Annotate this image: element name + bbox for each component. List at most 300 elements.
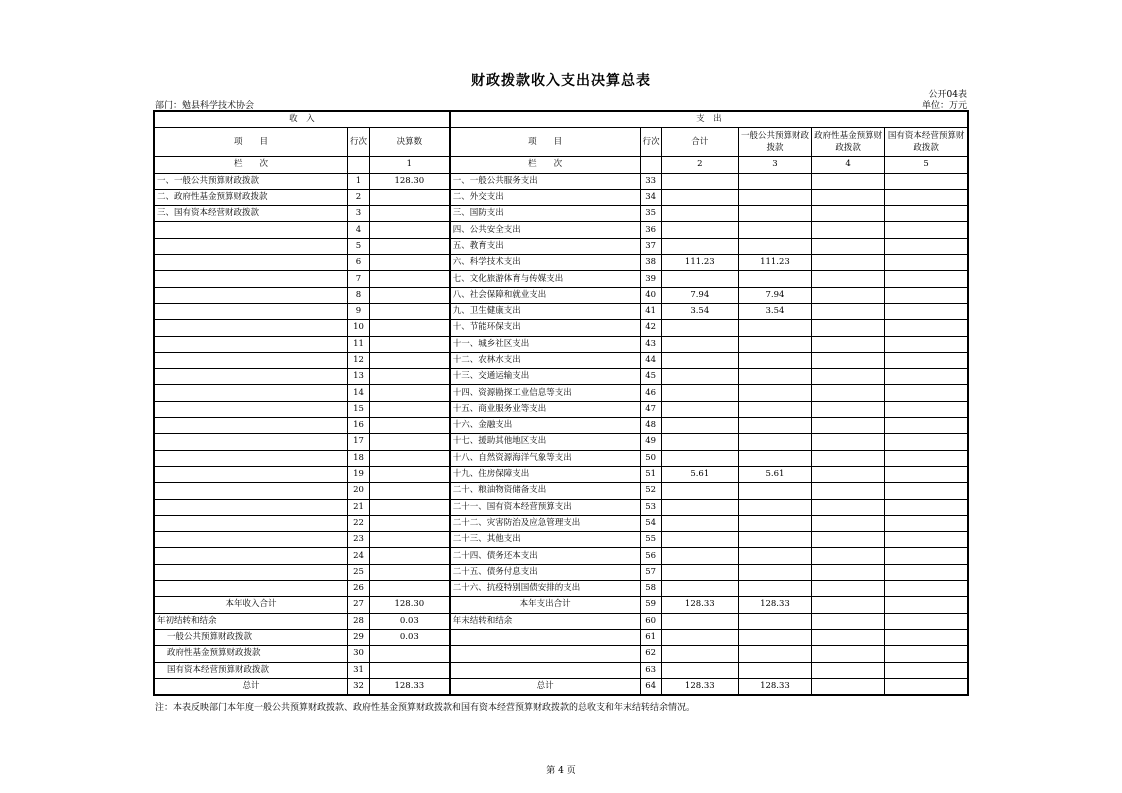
income-item (154, 450, 347, 466)
expense-state-capital (885, 238, 968, 254)
expense-gov-fund (812, 613, 885, 629)
expense-gov-fund (812, 564, 885, 580)
table-row (154, 418, 968, 434)
expense-state-capital (885, 466, 968, 482)
expense-line-number: 61 (640, 629, 661, 645)
expense-gov-fund (812, 320, 885, 336)
expense-general-budget: 7.94 (738, 287, 811, 303)
table-row (154, 532, 968, 548)
income-item (154, 548, 347, 564)
income-item (154, 271, 347, 287)
income-amount (370, 255, 450, 271)
income-line-number: 5 (347, 238, 369, 254)
expense-line-number: 47 (640, 401, 661, 417)
expense-general-budget (738, 206, 811, 222)
expense-total (661, 369, 738, 385)
expense-state-capital (885, 385, 968, 401)
income-line-number: 32 (347, 678, 369, 695)
expense-total (661, 450, 738, 466)
table-row (154, 369, 968, 385)
expense-line-number: 41 (640, 303, 661, 319)
income-item: 一、一般公共预算财政拨款 (154, 173, 347, 189)
expense-item: 十、节能环保支出 (450, 320, 640, 336)
income-line-number: 26 (347, 581, 369, 597)
expense-column-label: 栏 次 (450, 157, 640, 173)
expense-line-number: 57 (640, 564, 661, 580)
expense-general-budget (738, 418, 811, 434)
expense-general-budget (738, 515, 811, 531)
expense-gov-fund (812, 271, 885, 287)
expense-general-budget (738, 548, 811, 564)
table-row (154, 320, 968, 336)
expense-total: 128.33 (661, 597, 738, 613)
expense-item: 十一、城乡社区支出 (450, 336, 640, 352)
income-line-number: 30 (347, 646, 369, 662)
table-row (154, 548, 968, 564)
income-line-number: 15 (347, 401, 369, 417)
expense-item: 二十六、抗疫特别国债安排的支出 (450, 581, 640, 597)
expense-line-number: 64 (640, 678, 661, 695)
income-item (154, 385, 347, 401)
income-line-number: 10 (347, 320, 369, 336)
expense-gov-fund (812, 662, 885, 678)
general-budget-header: 一般公共预算财政拨款 (738, 128, 811, 157)
expense-line-number: 60 (640, 613, 661, 629)
income-item (154, 466, 347, 482)
table-row (154, 189, 968, 205)
expense-total: 5.61 (661, 466, 738, 482)
expense-total (661, 613, 738, 629)
table-row (154, 352, 968, 368)
expense-item: 二十四、债务还本支出 (450, 548, 640, 564)
budget-table (153, 110, 969, 696)
department-label: 部门：勉县科学技术协会 (155, 101, 255, 111)
expense-gov-fund (812, 532, 885, 548)
table-row (154, 222, 968, 238)
expense-item: 五、教育支出 (450, 238, 640, 254)
expense-item: 六、科学技术支出 (450, 255, 640, 271)
expense-gov-fund (812, 222, 885, 238)
income-amount (370, 336, 450, 352)
income-line-number: 21 (347, 499, 369, 515)
expense-total (661, 238, 738, 254)
unit-label: 单位：万元 (921, 101, 967, 111)
expense-state-capital (885, 629, 968, 645)
expense-state-capital (885, 418, 968, 434)
income-line-number: 14 (347, 385, 369, 401)
expense-gov-fund (812, 597, 885, 613)
header-row-sections (154, 111, 968, 128)
blank-cell (640, 157, 661, 173)
expense-total: 3.54 (661, 303, 738, 319)
expense-state-capital (885, 581, 968, 597)
expense-total (661, 646, 738, 662)
expense-total (661, 189, 738, 205)
expense-item: 二十、粮油物资储备支出 (450, 483, 640, 499)
expense-general-budget (738, 629, 811, 645)
table-row (154, 646, 968, 662)
expense-state-capital (885, 206, 968, 222)
expense-general-budget (738, 499, 811, 515)
expense-total: 111.23 (661, 255, 738, 271)
blank-cell (347, 157, 369, 173)
expense-state-capital (885, 499, 968, 515)
expense-item: 四、公共安全支出 (450, 222, 640, 238)
income-item (154, 564, 347, 580)
income-item: 三、国有资本经营财政拨款 (154, 206, 347, 222)
expense-gov-fund (812, 466, 885, 482)
income-amount: 128.30 (370, 597, 450, 613)
expense-item: 二十五、债务付息支出 (450, 564, 640, 580)
income-line-number: 4 (347, 222, 369, 238)
table-row (154, 336, 968, 352)
expense-total: 128.33 (661, 678, 738, 695)
income-item (154, 287, 347, 303)
table-row (154, 629, 968, 645)
expense-total (661, 662, 738, 678)
expense-total (661, 320, 738, 336)
expense-total (661, 352, 738, 368)
expense-general-budget (738, 352, 811, 368)
income-amount (370, 466, 450, 482)
expense-general-budget (738, 369, 811, 385)
income-amount (370, 450, 450, 466)
expense-state-capital (885, 336, 968, 352)
expense-gov-fund (812, 548, 885, 564)
expense-item: 三、国防支出 (450, 206, 640, 222)
expense-item (450, 629, 640, 645)
income-item (154, 515, 347, 531)
income-item: 政府性基金预算财政拨款 (154, 646, 347, 662)
expense-general-budget: 128.33 (738, 597, 811, 613)
table-row (154, 287, 968, 303)
expense-gov-fund (812, 385, 885, 401)
expense-item: 十六、金融支出 (450, 418, 640, 434)
income-item: 一般公共预算财政拨款 (154, 629, 347, 645)
expense-total (661, 532, 738, 548)
expense-total (661, 222, 738, 238)
expense-line-number: 42 (640, 320, 661, 336)
table-row (154, 271, 968, 287)
income-amount (370, 320, 450, 336)
table-row (154, 385, 968, 401)
expense-state-capital (885, 515, 968, 531)
expense-gov-fund (812, 418, 885, 434)
expense-gov-fund (812, 352, 885, 368)
expense-item (450, 662, 640, 678)
expense-general-budget (738, 401, 811, 417)
header-row-columns (154, 128, 968, 157)
table-row (154, 173, 968, 189)
expense-gov-fund (812, 515, 885, 531)
col-number: 5 (885, 157, 968, 173)
expense-general-budget (738, 532, 811, 548)
expense-state-capital (885, 434, 968, 450)
expense-state-capital (885, 401, 968, 417)
expense-gov-fund (812, 450, 885, 466)
income-line-number: 19 (347, 466, 369, 482)
expense-line-number: 55 (640, 532, 661, 548)
expense-general-budget: 5.61 (738, 466, 811, 482)
income-amount (370, 352, 450, 368)
income-amount: 0.03 (370, 629, 450, 645)
income-line-number: 2 (347, 189, 369, 205)
expense-item: 二十二、灾害防治及应急管理支出 (450, 515, 640, 531)
col-number: 1 (370, 157, 450, 173)
expense-general-budget (738, 173, 811, 189)
expense-item: 十五、商业服务业等支出 (450, 401, 640, 417)
expense-gov-fund (812, 336, 885, 352)
table-row (154, 238, 968, 254)
income-item (154, 336, 347, 352)
income-item-header: 项 目 (154, 128, 347, 157)
income-amount (370, 646, 450, 662)
expense-state-capital (885, 483, 968, 499)
expense-total (661, 336, 738, 352)
income-amount (370, 418, 450, 434)
expense-general-budget (738, 222, 811, 238)
expense-line-number: 40 (640, 287, 661, 303)
expense-line-number: 44 (640, 352, 661, 368)
income-item (154, 303, 347, 319)
expense-gov-fund (812, 483, 885, 499)
income-amount (370, 271, 450, 287)
table-row (154, 466, 968, 482)
expense-item: 十四、资源勘探工业信息等支出 (450, 385, 640, 401)
income-item (154, 222, 347, 238)
expense-general-budget: 128.33 (738, 678, 811, 695)
expense-gov-fund (812, 581, 885, 597)
expense-line-number: 37 (640, 238, 661, 254)
expense-state-capital (885, 369, 968, 385)
expense-item: 八、社会保障和就业支出 (450, 287, 640, 303)
income-amount (370, 564, 450, 580)
expense-line-number: 48 (640, 418, 661, 434)
expense-gov-fund (812, 646, 885, 662)
expense-general-budget (738, 385, 811, 401)
expense-item: 十七、援助其他地区支出 (450, 434, 640, 450)
expense-state-capital (885, 189, 968, 205)
expense-state-capital (885, 222, 968, 238)
income-item: 国有资本经营预算财政拨款 (154, 662, 347, 678)
expense-total (661, 483, 738, 499)
expense-item (450, 646, 640, 662)
expense-item: 本年支出合计 (450, 597, 640, 613)
income-line-number: 13 (347, 369, 369, 385)
expense-gov-fund (812, 238, 885, 254)
income-amount (370, 385, 450, 401)
expense-general-budget (738, 238, 811, 254)
income-item: 年初结转和结余 (154, 613, 347, 629)
table-row (154, 564, 968, 580)
expense-gov-fund (812, 629, 885, 645)
expense-line-number: 58 (640, 581, 661, 597)
expense-item-header: 项 目 (450, 128, 640, 157)
expense-state-capital (885, 548, 968, 564)
expense-general-budget (738, 336, 811, 352)
income-amount (370, 222, 450, 238)
expense-state-capital (885, 352, 968, 368)
income-item (154, 434, 347, 450)
expense-gov-fund (812, 189, 885, 205)
income-line-number: 1 (347, 173, 369, 189)
expense-general-budget (738, 450, 811, 466)
expense-general-budget (738, 483, 811, 499)
table-row (154, 515, 968, 531)
income-item (154, 255, 347, 271)
expense-line-number: 39 (640, 271, 661, 287)
expense-line-number: 52 (640, 483, 661, 499)
income-line-number: 6 (347, 255, 369, 271)
income-item (154, 401, 347, 417)
expense-total (661, 401, 738, 417)
income-amount (370, 499, 450, 515)
income-line-number: 25 (347, 564, 369, 580)
expense-line-number: 51 (640, 466, 661, 482)
column-number-row (154, 157, 968, 173)
income-line-number: 31 (347, 662, 369, 678)
gov-fund-header: 政府性基金预算财政拨款 (812, 128, 885, 157)
expense-gov-fund (812, 369, 885, 385)
expense-total (661, 515, 738, 531)
table-row (154, 450, 968, 466)
expense-state-capital (885, 173, 968, 189)
expense-total: 7.94 (661, 287, 738, 303)
expense-item: 二十一、国有资本经营预算支出 (450, 499, 640, 515)
expense-item: 九、卫生健康支出 (450, 303, 640, 319)
final-amount-header: 决算数 (370, 128, 450, 157)
income-amount: 0.03 (370, 613, 450, 629)
income-line-number: 23 (347, 532, 369, 548)
table-row (154, 613, 968, 629)
income-line-number: 20 (347, 483, 369, 499)
income-line-number: 17 (347, 434, 369, 450)
expense-state-capital (885, 597, 968, 613)
expense-state-capital (885, 320, 968, 336)
expense-general-budget (738, 320, 811, 336)
col-number: 2 (661, 157, 738, 173)
expense-state-capital (885, 450, 968, 466)
expense-gov-fund (812, 287, 885, 303)
expense-line-number: 33 (640, 173, 661, 189)
expense-general-budget (738, 662, 811, 678)
income-item (154, 532, 347, 548)
income-item (154, 369, 347, 385)
expense-total (661, 271, 738, 287)
expense-general-budget: 3.54 (738, 303, 811, 319)
expense-general-budget (738, 646, 811, 662)
expense-total (661, 499, 738, 515)
expense-gov-fund (812, 678, 885, 695)
expense-line-number: 59 (640, 597, 661, 613)
col-number: 4 (812, 157, 885, 173)
expense-state-capital (885, 287, 968, 303)
income-column-label: 栏 次 (154, 157, 347, 173)
expense-line-number: 63 (640, 662, 661, 678)
expense-line-header: 行次 (640, 128, 661, 157)
expense-state-capital (885, 255, 968, 271)
expense-line-number: 45 (640, 369, 661, 385)
table-row (154, 678, 968, 695)
state-capital-header: 国有资本经营预算财政拨款 (885, 128, 968, 157)
income-amount (370, 303, 450, 319)
expense-line-number: 46 (640, 385, 661, 401)
expense-line-number: 36 (640, 222, 661, 238)
income-line-number: 27 (347, 597, 369, 613)
income-line-header: 行次 (347, 128, 369, 157)
col-number: 3 (738, 157, 811, 173)
income-amount: 128.30 (370, 173, 450, 189)
expense-item: 十二、农林水支出 (450, 352, 640, 368)
expense-total (661, 434, 738, 450)
expense-general-budget (738, 613, 811, 629)
expense-line-number: 34 (640, 189, 661, 205)
income-item (154, 581, 347, 597)
income-amount (370, 287, 450, 303)
expense-general-budget (738, 271, 811, 287)
expense-state-capital (885, 662, 968, 678)
income-line-number: 24 (347, 548, 369, 564)
expense-state-capital (885, 678, 968, 695)
income-line-number: 29 (347, 629, 369, 645)
expense-total (661, 173, 738, 189)
income-amount (370, 369, 450, 385)
expense-item: 十九、住房保障支出 (450, 466, 640, 482)
expense-section-header: 支 出 (450, 111, 968, 128)
income-line-number: 18 (347, 450, 369, 466)
income-item: 本年收入合计 (154, 597, 347, 613)
table-row (154, 483, 968, 499)
income-amount (370, 581, 450, 597)
expense-gov-fund (812, 499, 885, 515)
income-line-number: 28 (347, 613, 369, 629)
expense-general-budget: 111.23 (738, 255, 811, 271)
expense-total (661, 385, 738, 401)
expense-line-number: 54 (640, 515, 661, 531)
table-row (154, 255, 968, 271)
income-item (154, 483, 347, 499)
expense-state-capital (885, 303, 968, 319)
expense-item: 十三、交通运输支出 (450, 369, 640, 385)
expense-line-number: 43 (640, 336, 661, 352)
expense-state-capital (885, 271, 968, 287)
income-amount (370, 189, 450, 205)
expense-general-budget (738, 581, 811, 597)
income-amount (370, 662, 450, 678)
table-row (154, 206, 968, 222)
expense-gov-fund (812, 173, 885, 189)
income-line-number: 12 (347, 352, 369, 368)
expense-total (661, 548, 738, 564)
expense-item: 二、外交支出 (450, 189, 640, 205)
table-row (154, 303, 968, 319)
expense-gov-fund (812, 434, 885, 450)
expense-general-budget (738, 189, 811, 205)
expense-line-number: 49 (640, 434, 661, 450)
expense-item: 年末结转和结余 (450, 613, 640, 629)
expense-item: 总计 (450, 678, 640, 695)
income-amount (370, 548, 450, 564)
expense-total (661, 206, 738, 222)
expense-total (661, 564, 738, 580)
income-amount: 128.33 (370, 678, 450, 695)
expense-total (661, 629, 738, 645)
table-row (154, 597, 968, 613)
expense-line-number: 56 (640, 548, 661, 564)
expense-gov-fund (812, 255, 885, 271)
expense-item: 十八、自然资源海洋气象等支出 (450, 450, 640, 466)
expense-line-number: 35 (640, 206, 661, 222)
